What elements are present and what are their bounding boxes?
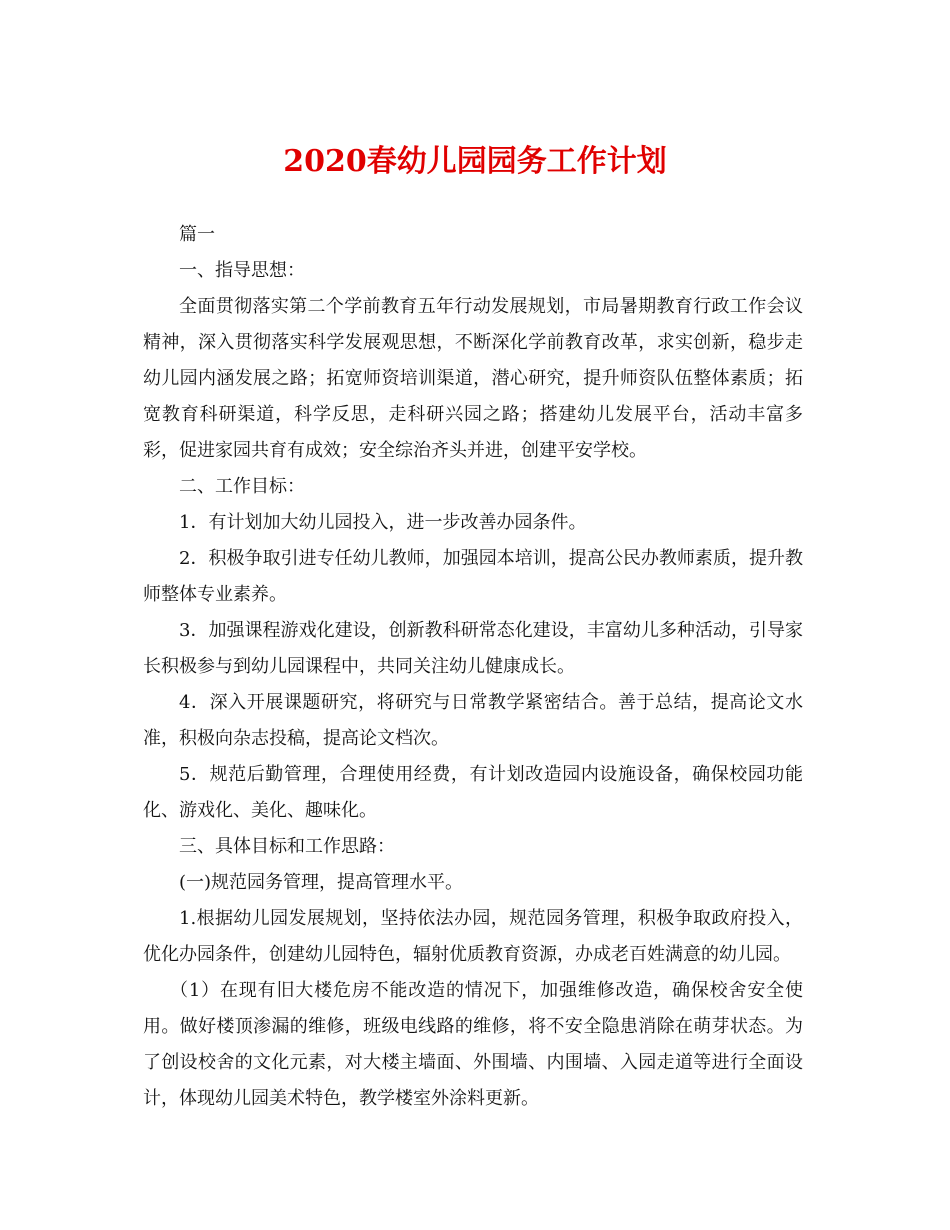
document-title: 2020春幼儿园园务工作计划	[283, 144, 667, 179]
paragraph-management-1-1: （1）在现有旧大楼危房不能改造的情况下，加强维修改造，确保校舍安全使用。做好楼顶渗漏的维修，班级电线路的维修，将不安全隐患消除在萌芽状态。为了创设校舍的文化元素，对大楼主墙面、外围墙、内围墙、入园走道等进行全面设计，体现幼儿园美术特色，教学楼室外涂料更新。	[143, 980, 803, 1109]
goal-item-3: 3．加强课程游戏化建设，创新教科研常态化建设，丰富幼儿多种活动，引导家长积极参与到幼儿园课程中，共同关注幼儿健康成长。	[143, 620, 803, 677]
goal-item-2: 2．积极争取引进专任幼儿教师，加强园本培训，提高公民办教师素质，提升教师整体专业素养。	[143, 548, 803, 605]
section-label: 篇一	[179, 224, 215, 245]
heading-specific-goals: 三、具体目标和工作思路：	[179, 836, 395, 857]
heading-work-goals: 二、工作目标：	[179, 476, 305, 497]
goal-item-5: 5．规范后勤管理，合理使用经费，有计划改造园内设施设备，确保校园功能化、游戏化、美化、趣味化。	[143, 764, 803, 821]
paragraph-guiding-ideology: 全面贯彻落实第二个学前教育五年行动发展规划，市局暑期教育行政工作会议精神，深入贯彻落实科学发展观思想，不断深化学前教育改革，求实创新，稳步走幼儿园内涵发展之路；拓宽师资培训渠道，潜心研究，提升师资队伍整体素质；拓宽教育科研渠道，科学反思，走科研兴园之路；搭建幼儿发展平台，活动丰富多彩，促进家园共育有成效；安全综治齐头并进，创建平安学校。	[143, 296, 803, 461]
goal-item-1: 1．有计划加大幼儿园投入，进一步改善办园条件。	[179, 512, 587, 533]
goal-item-4: 4．深入开展课题研究，将研究与日常教学紧密结合。善于总结，提高论文水准，积极向杂志投稿，提高论文档次。	[143, 692, 803, 749]
subheading-management: (一)规范园务管理，提高管理水平。	[179, 872, 464, 893]
heading-guiding-ideology: 一、指导思想：	[179, 260, 305, 281]
document-body	[143, 217, 803, 1117]
paragraph-management-1: 1.根据幼儿园发展规划，坚持依法办园，规范园务管理，积极争取政府投入，优化办园条件，创建幼儿园特色，辐射优质教育资源，办成老百姓满意的幼儿园。	[143, 908, 803, 965]
